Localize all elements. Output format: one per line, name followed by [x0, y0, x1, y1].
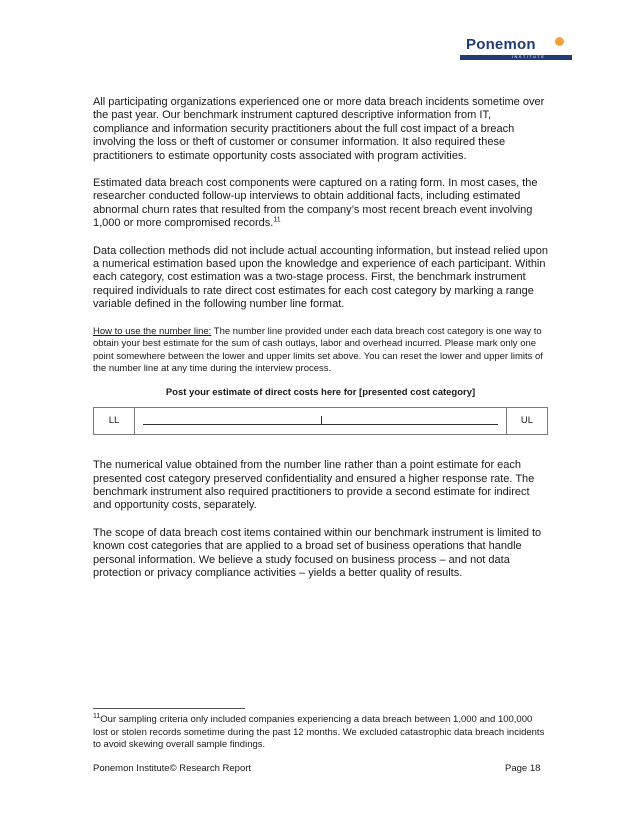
logo-name: Ponemon	[466, 36, 536, 53]
logo-sub: INSTITUTE	[512, 54, 546, 59]
footnote-number: 11	[93, 712, 101, 720]
paragraph-2	[93, 177, 548, 231]
footer-source: Ponemon Institute© Research Report	[93, 763, 252, 774]
upper-limit-label: UL	[520, 415, 534, 427]
paragraph-4: The numerical value obtained from the number line rather than a point estimate for each presented cost category preserved confidentiality and ensured a higher response rate. The benchmark instrument also required practitioners to provide a second estimate for indirect and opportunity costs, separately.	[93, 459, 535, 512]
number-line	[134, 407, 507, 435]
number-line-box	[93, 407, 548, 435]
page-number: Page 18	[505, 763, 541, 774]
how-to-text: The number line provided under each data breach cost category is one way to obtain your best estimate for the sum of cash outlays, labor and overhead incurred. Please mark only one point somewhere between the lower and upper limits set above. You can reset the lower and upper limits of the number line at any time during the interview process.	[93, 325, 543, 375]
logo-orb-icon	[555, 37, 564, 46]
footnote-text: Our sampling criteria only included companies experiencing a data breach between 1,000 and 100,000 lost or stolen records sometime during the past 12 months. We excluded catastrophic data breach incidents to avoid skewing overall sample findings.	[93, 714, 545, 750]
paragraph-3: Data collection methods did not include actual accounting information, but instead relied upon a numerical estimation based upon the knowledge and experience of each participant. Within each category, cost estimation was a two-stage process. First, the benchmark instrument required individuals to rate direct cost estimates for each cost category by marking a range variable defined in the following number line format.	[93, 244, 548, 311]
footnote	[93, 714, 548, 752]
report-body	[93, 96, 548, 594]
number-line-midpoint	[321, 416, 322, 425]
number-line-title: Post your estimate of direct costs here for [presented cost category]	[165, 386, 476, 398]
footnote-divider	[93, 708, 245, 709]
paragraph-2-text: Estimated data breach cost components were captured on a rating form. In most cases, the researcher conducted follow-up interviews to obtain additional facts, including estimated abnormal churn rates that resulted from the company’s most recent breach event involving 1,000 or more compromised records.	[93, 177, 538, 230]
how-to-label: How to use the number line:	[93, 325, 212, 337]
paragraph-5: The scope of data breach cost items contained within our benchmark instrument is limited to known cost categories that are applied to a broad set of business operations that handle personal information. We believe a study focused on business process – and not data protection or privacy compliance activities – yields a better quality of results.	[93, 526, 542, 579]
paragraph-1: All participating organizations experienced one or more data breach incidents sometime over the past year. Our benchmark instrument captured descriptive information from IT, compliance and information security practitioners about the full cost impact of a breach involving the loss or theft of customer or consumer information. It also required these practitioners to estimate opportunity costs associated with program activities.	[93, 96, 545, 162]
ponemon-logo	[460, 36, 610, 76]
footnote-ref: 11	[273, 216, 281, 224]
lower-limit-label: LL	[108, 415, 120, 427]
number-line-instructions	[93, 326, 548, 376]
